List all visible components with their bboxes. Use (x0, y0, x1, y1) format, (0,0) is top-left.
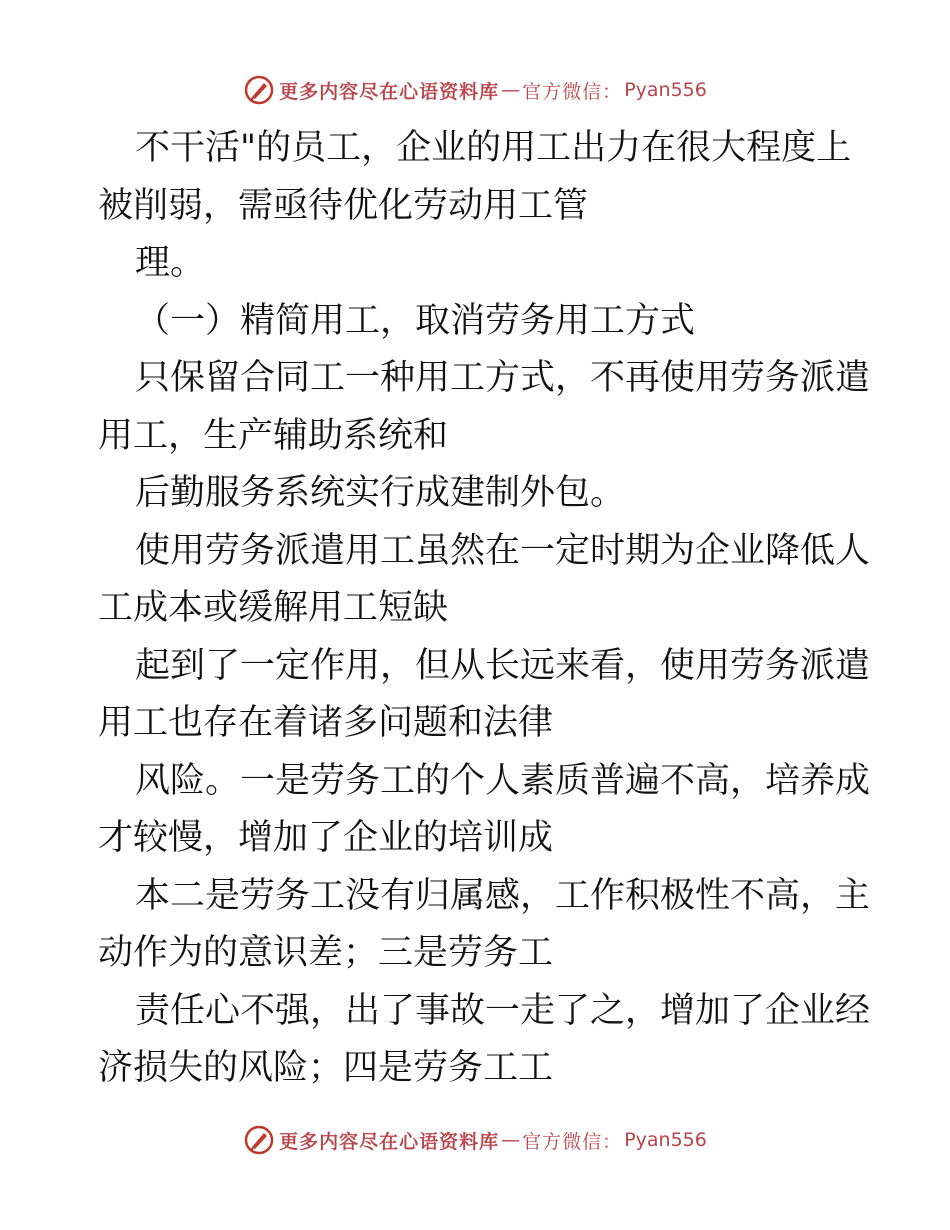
text-line: 风险。一是劳务工的个人素质普遍不高，培养成 (135, 760, 871, 801)
watermark-dash: — (501, 1129, 521, 1151)
text-line: 后勤服务系统实行成建制外包。 (135, 473, 626, 513)
watermark-dash: — (501, 79, 521, 101)
text-line: 不干活"的员工，企业的用工出力在很大程度上 (135, 128, 852, 168)
watermark-wechat-id: Pyan556 (624, 79, 707, 101)
paragraph (98, 235, 858, 293)
text-line: 责任心不强，出了事故一走了之，增加了企业经 (135, 990, 871, 1031)
text-line: （一）精简用工，取消劳务用工方式 (135, 300, 696, 341)
text-line: 用工，生产辅助系统和 (98, 415, 449, 456)
watermark-main-text: 更多内容尽在心语资料库 (279, 80, 500, 103)
watermark-banner-bottom (0, 1120, 950, 1160)
text-line: 被削弱，需亟待优化劳动用工管 (98, 185, 589, 226)
text-line: 本二是劳务工没有归属感，工作积极性不高，主 (135, 875, 871, 916)
paragraph (98, 523, 871, 638)
paragraph (98, 868, 871, 983)
paragraph (98, 983, 871, 1098)
document-body (98, 120, 871, 1098)
section-heading (98, 293, 858, 351)
text-line: 才较慢，增加了企业的培训成 (98, 818, 554, 858)
watermark-wechat-label: 官方微信： (522, 80, 623, 103)
text-line: 使用劳务派遣用工虽然在一定时期为企业降低人 (135, 530, 871, 571)
paragraph (98, 638, 871, 753)
text-line: 理。 (135, 243, 206, 283)
paragraph (98, 350, 871, 465)
watermark-main-text: 更多内容尽在心语资料库 (279, 1130, 500, 1153)
text-line: 济损失的风险；四是劳务工工 (98, 1048, 554, 1088)
text-line: 动作为的意识差；三是劳务工 (98, 933, 554, 973)
watermark-wechat-id: Pyan556 (624, 1129, 707, 1151)
paragraph (98, 753, 871, 868)
pen-logo-icon (243, 1124, 275, 1156)
watermark-banner-top (0, 70, 950, 110)
watermark-wechat-label: 官方微信： (522, 1130, 623, 1153)
text-line: 用工也存在着诸多问题和法律 (98, 703, 554, 743)
pen-logo-icon (243, 74, 275, 106)
text-line: 只保留合同工一种用工方式，不再使用劳务派遣 (135, 358, 871, 398)
paragraph (98, 465, 858, 523)
text-line: 工成本或缓解用工短缺 (98, 588, 449, 628)
paragraph (98, 120, 858, 235)
text-line: 起到了一定作用，但从长远来看，使用劳务派遣 (135, 645, 871, 686)
